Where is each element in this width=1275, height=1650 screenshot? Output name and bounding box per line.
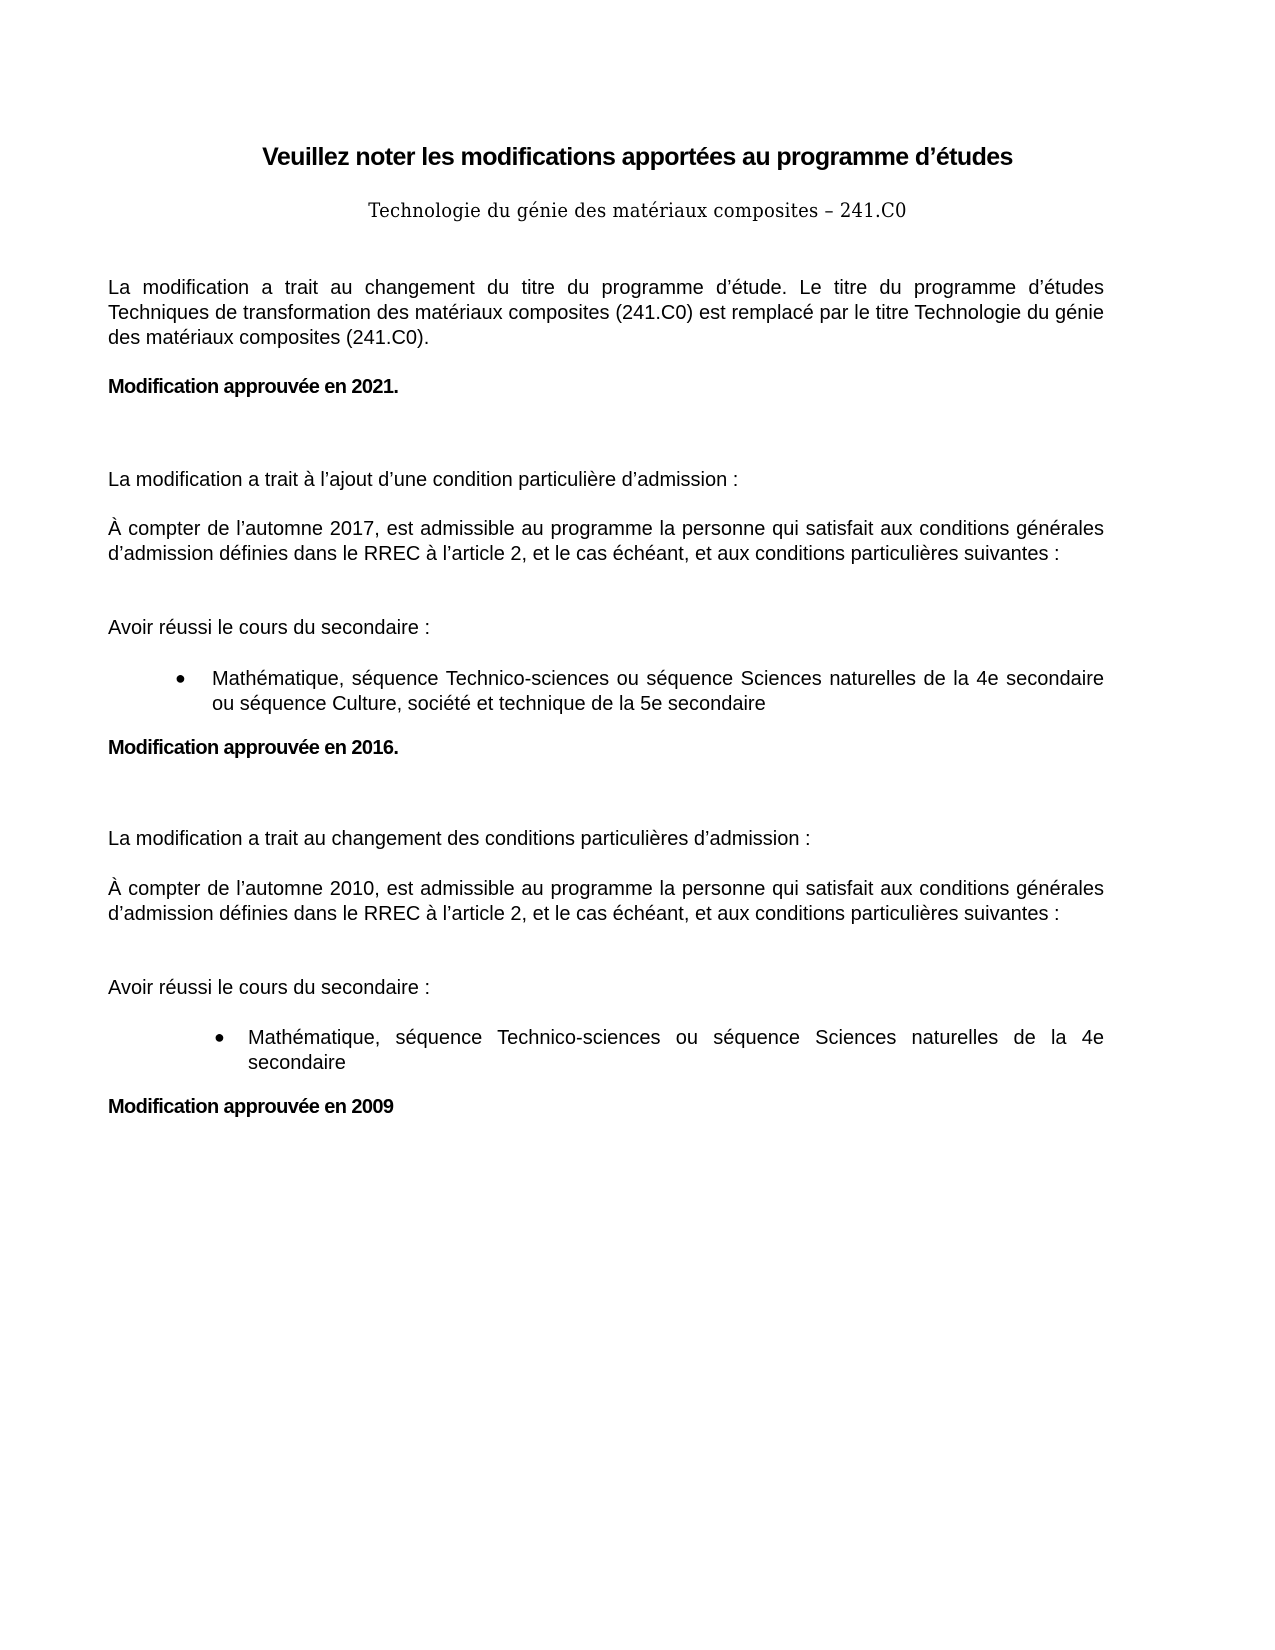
section-2016-body: À compter de l’automne 2017, est admissible au programme la personne qui satisfait aux conditions générales d’admission définies dans le RREC à l’article 2, et le cas échéant, et aux conditions particulières suivantes : [108,518,1104,565]
section-2009-intro: La modification a trait au changement des conditions particulières d’admission : [108,828,811,850]
section-2009-approved: Modification approuvée en 2009 [108,1096,394,1118]
section-2016-approved: Modification approuvée en 2016. [108,737,399,759]
section-2016-bullet: Mathématique, séquence Technico-sciences ou séquence Sciences naturelles de la 4e secondaire ou séquence Culture, société et technique de la 5e secondaire [212,668,1104,715]
section-2009-course-label: Avoir réussi le cours du secondaire : [108,977,431,999]
section-2009-body: À compter de l’automne 2010, est admissible au programme la personne qui satisfait aux conditions générales d’admission définies dans le RREC à l’article 2, et le cas échéant, et aux conditions particulières suivantes : [108,878,1104,925]
program-subtitle: Technologie du génie des matériaux composites – 241.C0 [368,198,907,222]
section-2016-course-label: Avoir réussi le cours du secondaire : [108,617,431,639]
bullet-icon: ● [175,668,186,688]
page-title: Veuillez noter les modifications apportées au programme d’études [262,143,1013,171]
section-2021-intro: La modification a trait au changement du titre du programme d’étude. Le titre du programme d’études Techniques de transformation des matériaux composites (241.C0) est remplacé par le titre Technologie du génie des matériaux composites (241.C0). [108,277,1104,349]
section-2016-intro: La modification a trait à l’ajout d’une condition particulière d’admission : [108,469,739,491]
bullet-icon: ● [214,1027,225,1047]
section-2021-approved: Modification approuvée en 2021. [108,376,399,398]
section-2009-bullet: Mathématique, séquence Technico-sciences ou séquence Sciences naturelles de la 4e secondaire [248,1027,1104,1074]
